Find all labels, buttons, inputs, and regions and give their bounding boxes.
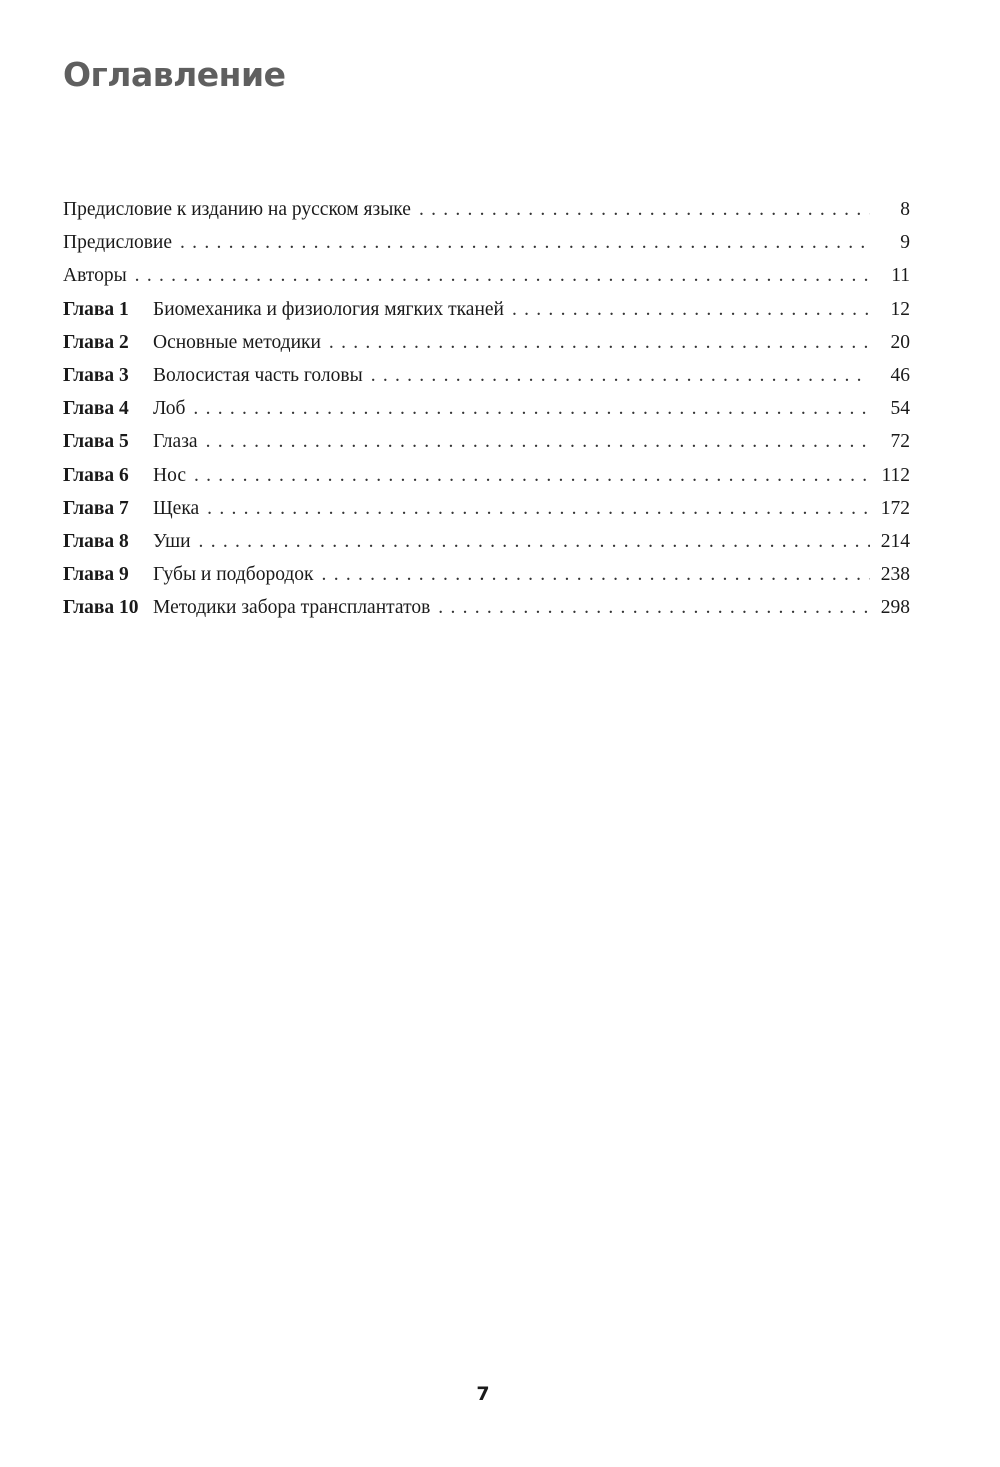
toc-entry-title: Нос [153, 464, 186, 486]
toc-entry[interactable] [63, 259, 910, 292]
toc-chapter-label: Глава 6 [63, 464, 129, 486]
toc-entry-title: Глаза [153, 431, 198, 453]
toc-dot-leader [322, 558, 870, 591]
toc-entry-title: Уши [153, 530, 191, 552]
toc-entry[interactable] [63, 425, 910, 458]
toc-dot-leader [329, 326, 870, 359]
toc-dot-leader [194, 459, 870, 492]
toc-page-number: 9 [900, 232, 910, 254]
toc-dot-leader [206, 425, 870, 458]
toc-page-number: 172 [880, 497, 910, 519]
toc-entry[interactable] [63, 293, 910, 326]
toc-entry[interactable] [63, 525, 910, 558]
toc-entry[interactable] [63, 459, 910, 492]
toc-chapter-label: Глава 10 [63, 597, 139, 619]
toc-entry-title: Основные методики [153, 331, 321, 353]
toc-page-number: 238 [880, 564, 910, 586]
toc-dot-leader [193, 392, 870, 425]
toc-page-number: 46 [890, 364, 910, 386]
toc-entry-title: Предисловие [63, 232, 173, 254]
toc-chapter-label: Глава 8 [63, 530, 129, 552]
toc-entry-title: Методики забора трансплантатов [153, 597, 431, 619]
toc-page-number: 298 [880, 597, 910, 619]
toc-chapter-label: Глава 7 [63, 497, 129, 519]
page-title: Оглавление [63, 55, 286, 94]
toc-entry-title: Лоб [153, 398, 186, 420]
toc-entry[interactable] [63, 558, 910, 591]
toc-entry-title: Губы и подбородок [153, 564, 314, 586]
toc-entry[interactable] [63, 392, 910, 425]
toc-dot-leader [199, 525, 870, 558]
toc-entry[interactable] [63, 326, 910, 359]
toc-page-number: 11 [891, 265, 910, 287]
toc-entry-title: Авторы [63, 265, 127, 287]
toc-chapter-label: Глава 3 [63, 364, 129, 386]
toc-page-number: 214 [880, 530, 910, 552]
toc-entry[interactable] [63, 492, 910, 525]
toc-chapter-label: Глава 5 [63, 431, 129, 453]
toc-page-number: 54 [890, 398, 910, 420]
page-number: 7 [476, 1383, 490, 1405]
toc-dot-leader [180, 226, 870, 259]
toc-entry[interactable] [63, 359, 910, 392]
table-of-contents [63, 193, 910, 624]
toc-chapter-label: Глава 9 [63, 564, 129, 586]
toc-dot-leader [512, 293, 870, 326]
toc-page-number: 8 [900, 199, 910, 220]
toc-page-number: 112 [881, 464, 910, 486]
toc-entry-title: Щека [153, 497, 200, 519]
toc-chapter-label: Глава 2 [63, 331, 129, 353]
toc-chapter-label: Глава 4 [63, 398, 129, 420]
toc-entry-title: Биомеханика и физиология мягких тканей [153, 298, 504, 320]
toc-page-number: 72 [890, 431, 910, 453]
toc-dot-leader [419, 193, 870, 226]
toc-page-number: 12 [890, 298, 910, 320]
toc-chapter-label: Глава 1 [63, 298, 129, 320]
toc-entry[interactable] [63, 226, 910, 259]
toc-dot-leader [438, 591, 870, 624]
toc-entry[interactable] [63, 591, 910, 624]
toc-dot-leader [207, 492, 870, 525]
toc-entry[interactable] [63, 193, 910, 226]
toc-dot-leader [371, 359, 870, 392]
toc-dot-leader [135, 259, 870, 292]
toc-page-number: 20 [890, 331, 910, 353]
toc-entry-title: Волосистая часть головы [153, 364, 363, 386]
toc-entry-title: Предисловие к изданию на русском языке [63, 199, 411, 220]
